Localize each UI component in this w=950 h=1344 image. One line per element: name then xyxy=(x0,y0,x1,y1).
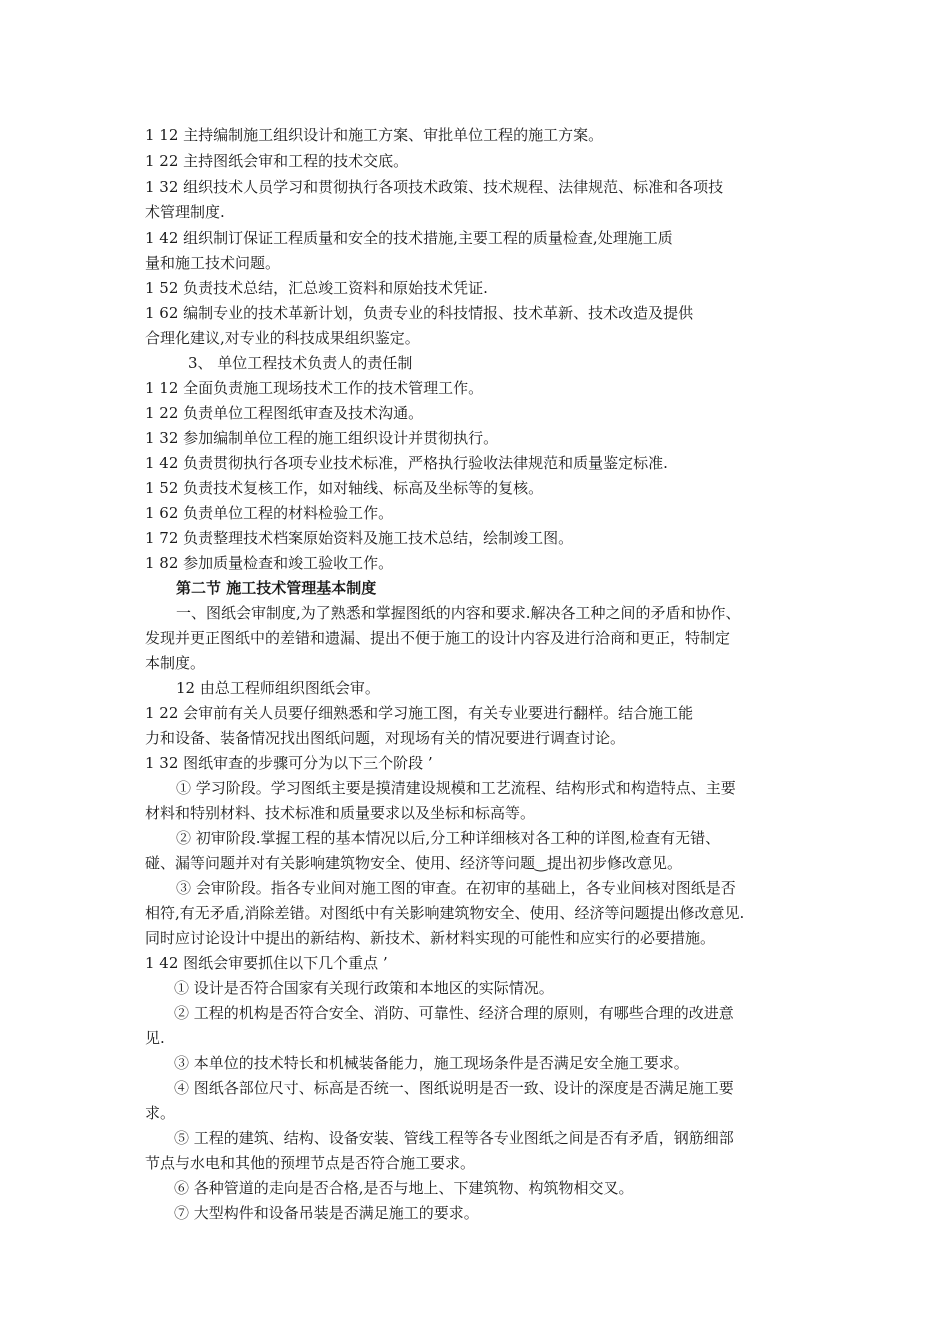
text-line: ③ 本单位的技术特长和机械装备能力，施工现场条件是否满足安全施工要求。 xyxy=(174,1054,689,1072)
text-line: 1 32 参加编制单位工程的施工组织设计并贯彻执行。 xyxy=(145,429,499,447)
text-line: 1 42 图纸会审要抓住以下几个重点 ’ xyxy=(145,954,388,972)
text-line: 本制度。 xyxy=(145,654,206,672)
text-line: 相符,有无矛盾,消除差错。对图纸中有关影响建筑物安全、使用、经济等问题提出修改意见. xyxy=(145,904,745,922)
text-line: ① 设计是否符合国家有关现行政策和本地区的实际情况。 xyxy=(174,979,554,997)
text-line: 1 22 会审前有关人员要仔细熟悉和学习施工图，有关专业要进行翻样。结合施工能 xyxy=(145,704,694,722)
chapter-heading: 第二节 施工技术管理基本制度 xyxy=(176,579,377,597)
text-line: 1 32 组织技术人员学习和贯彻执行各项技术政策、技术规程、法律规范、标准和各项技 xyxy=(145,178,724,196)
text-line: 节点与水电和其他的预埋节点是否符合施工要求。 xyxy=(145,1154,476,1172)
text-line: 材料和特别材料、技术标准和质量要求以及坐标和标高等。 xyxy=(145,804,536,822)
text-line: ② 初审阶段.掌握工程的基本情况以后,分工种详细核对各工种的详图,检查有无错、 xyxy=(176,829,721,847)
text-line: 同时应讨论设计中提出的新结构、新技术、新材料实现的可能性和应实行的必要措施。 xyxy=(145,929,716,947)
text-line: 1 22 主持图纸会审和工程的技术交底。 xyxy=(145,152,409,170)
text-line: ⑤ 工程的建筑、结构、设备安装、管线工程等各专业图纸之间是否有矛盾，钢筋细部 xyxy=(174,1129,734,1147)
text-line: 1 12 全面负责施工现场技术工作的技术管理工作。 xyxy=(145,379,484,397)
text-line: 发现并更正图纸中的差错和遗漏、提出不便于施工的设计内容及进行洽商和更正，特制定 xyxy=(145,629,731,647)
text-line: 1 42 负责贯彻执行各项专业技术标准，严格执行验收法律规范和质量鉴定标准. xyxy=(145,454,668,472)
text-line: ③ 会审阶段。指各专业间对施工图的审查。在初审的基础上，各专业间核对图纸是否 xyxy=(176,879,736,897)
text-line: 术管理制度. xyxy=(145,203,225,221)
text-line: 1 52 负责技术复核工作，如对轴线、标高及坐标等的复核。 xyxy=(145,479,544,497)
section-heading: 3、 单位工程技术负责人的责任制 xyxy=(188,354,413,372)
text-line: ① 学习阶段。学习图纸主要是摸清建设规模和工艺流程、结构形式和构造特点、主要 xyxy=(176,779,736,797)
text-line: 见. xyxy=(145,1029,165,1047)
text-line: 1 72 负责整理技术档案原始资料及施工技术总结，绘制竣工图。 xyxy=(145,529,574,547)
text-line: 碰、漏等问题并对有关影响建筑物安全、使用、经济等问题‿提出初步修改意见。 xyxy=(145,854,683,872)
text-line: ④ 图纸各部位尺寸、标高是否统一、图纸说明是否一致、设计的深度是否满足施工要 xyxy=(174,1079,734,1097)
text-line: 1 32 图纸审查的步骤可分为以下三个阶段 ’ xyxy=(145,754,433,772)
text-line: ⑦ 大型构件和设备吊装是否满足施工的要求。 xyxy=(174,1204,479,1222)
text-line: 12 由总工程师组织图纸会审。 xyxy=(176,679,380,697)
text-line: 1 62 负责单位工程的材料检验工作。 xyxy=(145,504,394,522)
text-line: 量和施工技术问题。 xyxy=(145,254,281,272)
text-line: 求。 xyxy=(145,1104,176,1122)
text-line: 1 42 组织制订保证工程质量和安全的技术措施,主要工程的质量检查,处理施工质 xyxy=(145,229,673,247)
text-line: ② 工程的机构是否符合安全、消防、可靠性、经济合理的原则，有哪些合理的改进意 xyxy=(174,1004,734,1022)
text-line: 1 12 主持编制施工组织设计和施工方案、审批单位工程的施工方案。 xyxy=(145,126,604,144)
text-line: 1 62 编制专业的技术革新计划，负责专业的科技情报、技术革新、技术改造及提供 xyxy=(145,304,694,322)
text-line: 合理化建议,对专业的科技成果组织鉴定。 xyxy=(145,329,420,347)
text-line: 1 82 参加质量检查和竣工验收工作。 xyxy=(145,554,394,572)
text-line: 1 22 负责单位工程图纸审查及技术沟通。 xyxy=(145,404,424,422)
text-line: 一、图纸会审制度,为了熟悉和掌握图纸的内容和要求.解决各工种之间的矛盾和协作、 xyxy=(176,604,741,622)
text-line: ⑥ 各种管道的走向是否合格,是否与地上、下建筑物、构筑物相交叉。 xyxy=(174,1179,634,1197)
text-line: 力和设备、装备情况找出图纸问题，对现场有关的情况要进行调查讨论。 xyxy=(145,729,626,747)
text-line: 1 52 负责技术总结，汇总竣工资料和原始技术凭证. xyxy=(145,279,488,297)
